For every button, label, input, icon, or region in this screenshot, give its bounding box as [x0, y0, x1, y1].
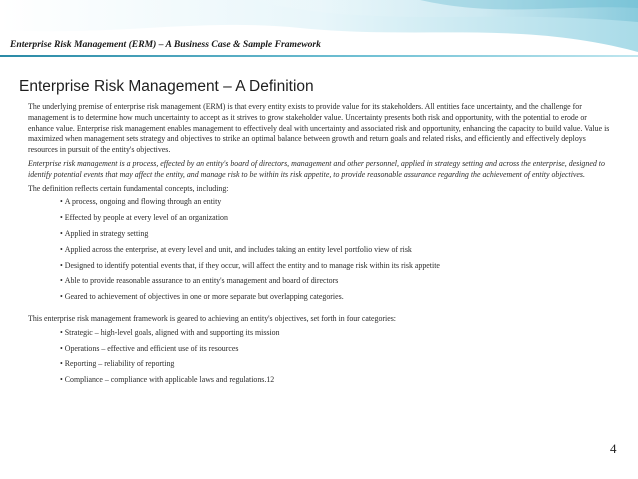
list-item: [60, 197, 610, 213]
bullet-icon: •: [60, 327, 63, 337]
bullet-icon: •: [60, 197, 63, 207]
list-item: [60, 213, 610, 229]
list-item-text: Applied across the enterprise, at every level and unit, and includes taking an entity level portfolio view of risk: [64, 244, 412, 254]
bullet-icon: •: [60, 228, 63, 238]
page-number: 4: [610, 441, 617, 456]
list-item-text: Designed to identify potential events that, if they occur, will affect the entity and to manage risk within its risk appetite: [64, 260, 440, 270]
list-item-text: Strategic – high-level goals, aligned with and supporting its mission: [64, 327, 280, 337]
list-item: [60, 261, 610, 277]
list-item: [60, 276, 610, 292]
concepts-list: [28, 197, 610, 308]
bullet-icon: •: [60, 260, 63, 270]
list-item-text: Able to provide reasonable assurance to an entity's management and board of directors: [64, 276, 339, 286]
list-item: [60, 229, 610, 245]
bullet-icon: •: [60, 375, 63, 385]
categories-intro: This enterprise risk management framework is geared to achieving an entity's objectives, set forth in four categories:: [28, 313, 396, 323]
list-item-text: Applied in strategy setting: [64, 228, 149, 238]
bullet-icon: •: [60, 244, 63, 254]
list-item-text: Effected by people at every level of an organization: [64, 213, 228, 223]
list-item: [60, 359, 610, 375]
intro-paragraph: The underlying premise of enterprise risk management (ERM) is that every entity exists to provide value for its stakeholders. All entities face uncertainty, and the challenge for management is to determine how much uncertainty to accept as it strives to grow stakeholder value. Uncertainty presents both risk and opportunity, with the potential to erode or enhance value. Enterprise risk management enables management to effectively deal with uncertainty and associated risk and opportunity, enhancing the capacity to build value. Value is maximized when management sets strategy and objectives to strike an optimal balance between growth and return goals and related risks, and efficiently and effectively deploys resources in pursuit of the entity's objectives.: [28, 102, 610, 155]
header-decoration: [0, 0, 638, 60]
header-divider: [0, 55, 638, 57]
list-item-text: Geared to achievement of objectives in one or more separate but overlapping categories.: [64, 292, 344, 302]
list-item: [60, 245, 610, 261]
bullet-icon: •: [60, 292, 63, 302]
slide-content: [28, 102, 610, 391]
list-item: [60, 328, 610, 344]
presentation-header: Enterprise Risk Management (ERM) – A Business Case & Sample Framework: [10, 39, 321, 50]
concepts-intro: The definition reflects certain fundamental concepts, including:: [28, 183, 229, 193]
bullet-icon: •: [60, 276, 63, 286]
definition-paragraph: Enterprise risk management is a process, effected by an entity's board of directors, management and other personnel, applied in strategy setting and across the enterprise, designed to identify potential events that may affect the entity, and manage risk to be within its risk appetite, to provide reasonable assurance regarding the achievement of entity objectives.: [28, 158, 605, 179]
bullet-icon: •: [60, 343, 63, 353]
list-item-text: Compliance – compliance with applicable laws and regulations.12: [64, 375, 275, 385]
bullet-icon: •: [60, 359, 63, 369]
list-item: [60, 344, 610, 360]
categories-list: [28, 328, 610, 391]
list-item: [60, 292, 610, 308]
list-item-text: Reporting – reliability of reporting: [64, 359, 175, 369]
list-item-text: Operations – effective and efficient use of its resources: [64, 343, 239, 353]
list-item-text: A process, ongoing and flowing through an entity: [64, 197, 222, 207]
slide-title: Enterprise Risk Management – A Definition: [19, 78, 314, 95]
list-item: [60, 375, 610, 391]
bullet-icon: •: [60, 213, 63, 223]
